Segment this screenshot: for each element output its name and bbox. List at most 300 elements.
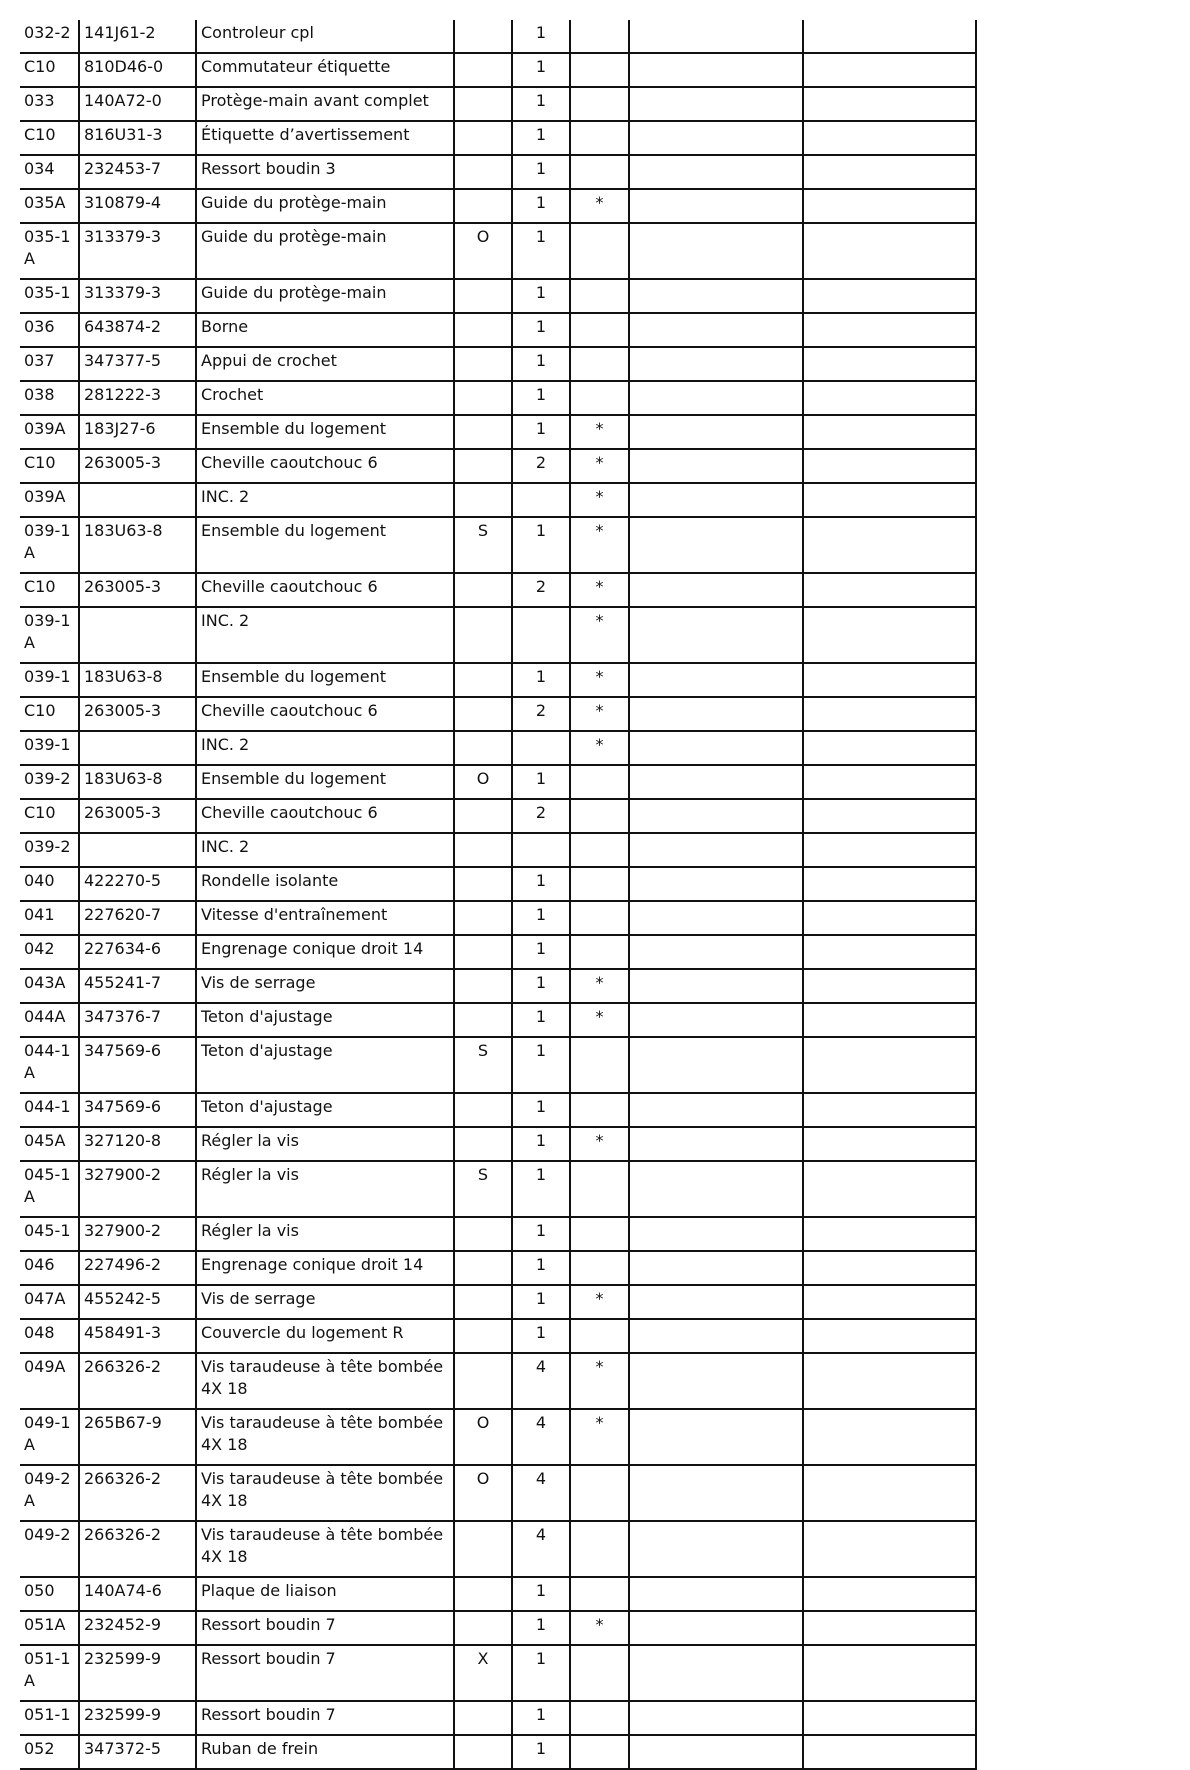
part-number-cell: 266326-2 [79,1353,196,1409]
change-code-cell: S [454,1161,512,1217]
description-cell: INC. 2 [196,833,454,867]
table-row [20,483,976,517]
change-code-cell [454,313,512,347]
change-code-cell [454,155,512,189]
table-row [20,189,976,223]
part-number-cell [79,607,196,663]
change-code-cell: S [454,1037,512,1093]
table-row [20,449,976,483]
description-cell: Teton d'ajustage [196,1093,454,1127]
part-number-cell: 281222-3 [79,381,196,415]
table-row [20,1353,976,1409]
note-mark-cell: * [570,1285,629,1319]
blank-cell [803,607,976,663]
table-row [20,1217,976,1251]
blank-cell [629,1251,803,1285]
blank-cell [803,663,976,697]
description-cell: Cheville caoutchouc 6 [196,449,454,483]
change-code-cell [454,697,512,731]
table-row [20,20,976,53]
blank-cell [629,765,803,799]
change-code-cell [454,1353,512,1409]
quantity-cell: 2 [512,799,570,833]
note-mark-cell [570,935,629,969]
blank-cell [803,1217,976,1251]
table-row [20,347,976,381]
blank-cell [629,381,803,415]
blank-cell [803,1003,976,1037]
note-mark-cell [570,1093,629,1127]
blank-cell [803,1645,976,1701]
quantity-cell: 1 [512,347,570,381]
quantity-cell: 1 [512,1161,570,1217]
quantity-cell: 1 [512,1037,570,1093]
change-code-cell [454,1735,512,1769]
description-cell: Crochet [196,381,454,415]
ref-cell: 035A [20,189,79,223]
description-cell: Régler la vis [196,1161,454,1217]
blank-cell [629,155,803,189]
change-code-cell: X [454,1645,512,1701]
quantity-cell: 1 [512,867,570,901]
change-code-cell: O [454,1409,512,1465]
ref-cell: 051-1 [20,1701,79,1735]
part-number-cell [79,731,196,765]
quantity-cell: 1 [512,1217,570,1251]
table-row [20,867,976,901]
note-mark-cell: * [570,483,629,517]
note-mark-cell [570,833,629,867]
blank-cell [803,483,976,517]
table-row [20,1577,976,1611]
change-code-cell [454,1701,512,1735]
ref-cell: 039A [20,483,79,517]
note-mark-cell [570,1577,629,1611]
description-cell: Cheville caoutchouc 6 [196,697,454,731]
ref-cell: 037 [20,347,79,381]
note-mark-cell: * [570,1611,629,1645]
part-number-cell: 263005-3 [79,697,196,731]
change-code-cell [454,1285,512,1319]
quantity-cell: 1 [512,121,570,155]
table-row [20,1003,976,1037]
part-number-cell [79,483,196,517]
part-number-cell: 140A72-0 [79,87,196,121]
change-code-cell [454,867,512,901]
part-number-cell: 232599-9 [79,1645,196,1701]
part-number-cell: 313379-3 [79,223,196,279]
table-row [20,223,976,279]
change-code-cell: O [454,223,512,279]
change-code-cell [454,1003,512,1037]
part-number-cell: 183U63-8 [79,765,196,799]
table-row [20,1251,976,1285]
quantity-cell: 1 [512,901,570,935]
table-row [20,1037,976,1093]
ref-cell: C10 [20,697,79,731]
blank-cell [629,20,803,53]
part-number-cell: 227620-7 [79,901,196,935]
change-code-cell [454,347,512,381]
change-code-cell [454,1319,512,1353]
blank-cell [629,969,803,1003]
blank-cell [629,1735,803,1769]
description-cell: Vis de serrage [196,969,454,1003]
blank-cell [629,483,803,517]
quantity-cell: 1 [512,155,570,189]
table-row [20,313,976,347]
table-row [20,279,976,313]
table-row [20,1127,976,1161]
quantity-cell: 1 [512,1701,570,1735]
change-code-cell: S [454,517,512,573]
table-row [20,1093,976,1127]
blank-cell [629,87,803,121]
description-cell: Guide du protège-main [196,189,454,223]
quantity-cell: 4 [512,1409,570,1465]
note-mark-cell: * [570,969,629,1003]
description-cell: Cheville caoutchouc 6 [196,573,454,607]
part-number-cell: 310879-4 [79,189,196,223]
table-row [20,799,976,833]
blank-cell [629,1611,803,1645]
note-mark-cell [570,347,629,381]
quantity-cell [512,833,570,867]
note-mark-cell [570,381,629,415]
blank-cell [803,969,976,1003]
note-mark-cell: * [570,1409,629,1465]
blank-cell [629,449,803,483]
description-cell: INC. 2 [196,607,454,663]
blank-cell [803,765,976,799]
blank-cell [803,731,976,765]
change-code-cell [454,87,512,121]
part-number-cell: 263005-3 [79,573,196,607]
ref-cell: 049-2 [20,1521,79,1577]
parts-table [20,20,977,1770]
description-cell: Régler la vis [196,1127,454,1161]
change-code-cell [454,1217,512,1251]
ref-cell: 051A [20,1611,79,1645]
blank-cell [629,1645,803,1701]
description-cell: Vis taraudeuse à tête bombée 4X 18 [196,1521,454,1577]
note-mark-cell: * [570,607,629,663]
blank-cell [629,1353,803,1409]
blank-cell [803,121,976,155]
ref-cell: 046 [20,1251,79,1285]
part-number-cell: 263005-3 [79,799,196,833]
description-cell: Teton d'ajustage [196,1003,454,1037]
blank-cell [629,1521,803,1577]
quantity-cell: 2 [512,697,570,731]
change-code-cell [454,833,512,867]
note-mark-cell [570,867,629,901]
quantity-cell: 2 [512,449,570,483]
change-code-cell [454,1251,512,1285]
blank-cell [629,1003,803,1037]
blank-cell [803,223,976,279]
change-code-cell [454,935,512,969]
table-row [20,935,976,969]
quantity-cell: 1 [512,969,570,1003]
table-row [20,1409,976,1465]
table-row [20,381,976,415]
blank-cell [629,121,803,155]
quantity-cell: 1 [512,1735,570,1769]
quantity-cell [512,731,570,765]
quantity-cell: 1 [512,53,570,87]
quantity-cell [512,607,570,663]
description-cell: Appui de crochet [196,347,454,381]
ref-cell: 038 [20,381,79,415]
note-mark-cell: * [570,1003,629,1037]
blank-cell [629,935,803,969]
blank-cell [803,155,976,189]
description-cell: Ressort boudin 7 [196,1645,454,1701]
description-cell: Vitesse d'entraînement [196,901,454,935]
description-cell: Commutateur étiquette [196,53,454,87]
quantity-cell: 1 [512,1285,570,1319]
note-mark-cell [570,121,629,155]
part-number-cell: 327900-2 [79,1161,196,1217]
change-code-cell [454,1093,512,1127]
blank-cell [803,573,976,607]
description-cell: Vis taraudeuse à tête bombée 4X 18 [196,1353,454,1409]
note-mark-cell [570,1217,629,1251]
quantity-cell: 2 [512,573,570,607]
note-mark-cell [570,53,629,87]
description-cell: Ensemble du logement [196,517,454,573]
part-number-cell: 183J27-6 [79,415,196,449]
quantity-cell: 1 [512,765,570,799]
blank-cell [803,901,976,935]
quantity-cell: 1 [512,87,570,121]
blank-cell [803,1465,976,1521]
ref-cell: 041 [20,901,79,935]
quantity-cell: 1 [512,313,570,347]
note-mark-cell: * [570,415,629,449]
blank-cell [629,223,803,279]
part-number-cell [79,833,196,867]
part-number-cell: 232453-7 [79,155,196,189]
blank-cell [629,799,803,833]
note-mark-cell [570,155,629,189]
part-number-cell: 347372-5 [79,1735,196,1769]
blank-cell [803,1251,976,1285]
note-mark-cell: * [570,1127,629,1161]
blank-cell [629,415,803,449]
blank-cell [629,901,803,935]
blank-cell [629,833,803,867]
ref-cell: 045-1 [20,1217,79,1251]
ref-cell: 034 [20,155,79,189]
blank-cell [629,1161,803,1217]
blank-cell [629,189,803,223]
quantity-cell: 1 [512,1645,570,1701]
blank-cell [629,1465,803,1521]
description-cell: Protège-main avant complet [196,87,454,121]
ref-cell: 044-1 [20,1093,79,1127]
ref-cell: 045A [20,1127,79,1161]
ref-cell: C10 [20,121,79,155]
description-cell: Ruban de frein [196,1735,454,1769]
quantity-cell: 1 [512,1093,570,1127]
ref-cell: 040 [20,867,79,901]
blank-cell [803,449,976,483]
blank-cell [803,1037,976,1093]
ref-cell: C10 [20,799,79,833]
blank-cell [629,1217,803,1251]
blank-cell [629,1319,803,1353]
quantity-cell: 1 [512,1611,570,1645]
ref-cell: 032-2 [20,20,79,53]
quantity-cell: 4 [512,1521,570,1577]
ref-cell: 049-2 A [20,1465,79,1521]
note-mark-cell: * [570,1353,629,1409]
quantity-cell: 1 [512,663,570,697]
note-mark-cell [570,1161,629,1217]
note-mark-cell: * [570,449,629,483]
blank-cell [803,1285,976,1319]
part-number-cell: 183U63-8 [79,663,196,697]
change-code-cell [454,53,512,87]
note-mark-cell: * [570,663,629,697]
blank-cell [629,1285,803,1319]
change-code-cell [454,1521,512,1577]
part-number-cell: 265B67-9 [79,1409,196,1465]
quantity-cell: 1 [512,381,570,415]
quantity-cell: 4 [512,1465,570,1521]
ref-cell: 039-1 A [20,607,79,663]
ref-cell: 036 [20,313,79,347]
part-number-cell: 266326-2 [79,1521,196,1577]
part-number-cell: 810D46-0 [79,53,196,87]
blank-cell [803,867,976,901]
ref-cell: 047A [20,1285,79,1319]
table-row [20,121,976,155]
change-code-cell [454,901,512,935]
blank-cell [629,607,803,663]
change-code-cell [454,1127,512,1161]
note-mark-cell [570,87,629,121]
blank-cell [803,381,976,415]
table-row [20,517,976,573]
table-row [20,415,976,449]
part-number-cell: 227496-2 [79,1251,196,1285]
change-code-cell [454,663,512,697]
blank-cell [629,1093,803,1127]
ref-cell: 039-1 [20,731,79,765]
part-number-cell: 227634-6 [79,935,196,969]
note-mark-cell [570,1645,629,1701]
change-code-cell: O [454,765,512,799]
ref-cell: 044-1 A [20,1037,79,1093]
ref-cell: 042 [20,935,79,969]
note-mark-cell [570,223,629,279]
part-number-cell: 263005-3 [79,449,196,483]
ref-cell: 043A [20,969,79,1003]
blank-cell [803,1735,976,1769]
table-row [20,663,976,697]
ref-cell: 039-2 [20,833,79,867]
quantity-cell: 1 [512,20,570,53]
blank-cell [803,415,976,449]
note-mark-cell [570,1251,629,1285]
change-code-cell [454,279,512,313]
part-number-cell: 455242-5 [79,1285,196,1319]
blank-cell [803,1319,976,1353]
quantity-cell: 1 [512,1577,570,1611]
quantity-cell: 1 [512,415,570,449]
table-row [20,1285,976,1319]
blank-cell [803,1521,976,1577]
note-mark-cell: * [570,697,629,731]
blank-cell [629,1409,803,1465]
blank-cell [629,731,803,765]
blank-cell [803,53,976,87]
blank-cell [629,347,803,381]
change-code-cell [454,449,512,483]
part-number-cell: 458491-3 [79,1319,196,1353]
change-code-cell [454,483,512,517]
part-number-cell: 266326-2 [79,1465,196,1521]
blank-cell [629,573,803,607]
table-row [20,1465,976,1521]
table-row [20,901,976,935]
change-code-cell [454,969,512,1003]
blank-cell [629,517,803,573]
note-mark-cell: * [570,731,629,765]
blank-cell [629,867,803,901]
table-row [20,607,976,663]
note-mark-cell [570,1735,629,1769]
ref-cell: 049A [20,1353,79,1409]
ref-cell: 039-1 A [20,517,79,573]
note-mark-cell [570,279,629,313]
description-cell: INC. 2 [196,483,454,517]
blank-cell [803,1161,976,1217]
part-number-cell: 347377-5 [79,347,196,381]
table-row [20,969,976,1003]
quantity-cell: 1 [512,1251,570,1285]
description-cell: Controleur cpl [196,20,454,53]
blank-cell [803,833,976,867]
ref-cell: 035-1 A [20,223,79,279]
part-number-cell: 422270-5 [79,867,196,901]
change-code-cell [454,799,512,833]
description-cell: Ensemble du logement [196,415,454,449]
note-mark-cell [570,1319,629,1353]
table-row [20,765,976,799]
ref-cell: 035-1 [20,279,79,313]
blank-cell [629,1037,803,1093]
description-cell: Guide du protège-main [196,279,454,313]
table-row [20,697,976,731]
blank-cell [803,1409,976,1465]
table-row [20,731,976,765]
table-row [20,573,976,607]
part-number-cell: 313379-3 [79,279,196,313]
description-cell: Ressort boudin 7 [196,1701,454,1735]
part-number-cell: 327120-8 [79,1127,196,1161]
description-cell: Guide du protège-main [196,223,454,279]
blank-cell [803,1093,976,1127]
blank-cell [629,1127,803,1161]
parts-table-body [20,20,976,1769]
quantity-cell: 1 [512,279,570,313]
ref-cell: 039-2 [20,765,79,799]
change-code-cell [454,121,512,155]
